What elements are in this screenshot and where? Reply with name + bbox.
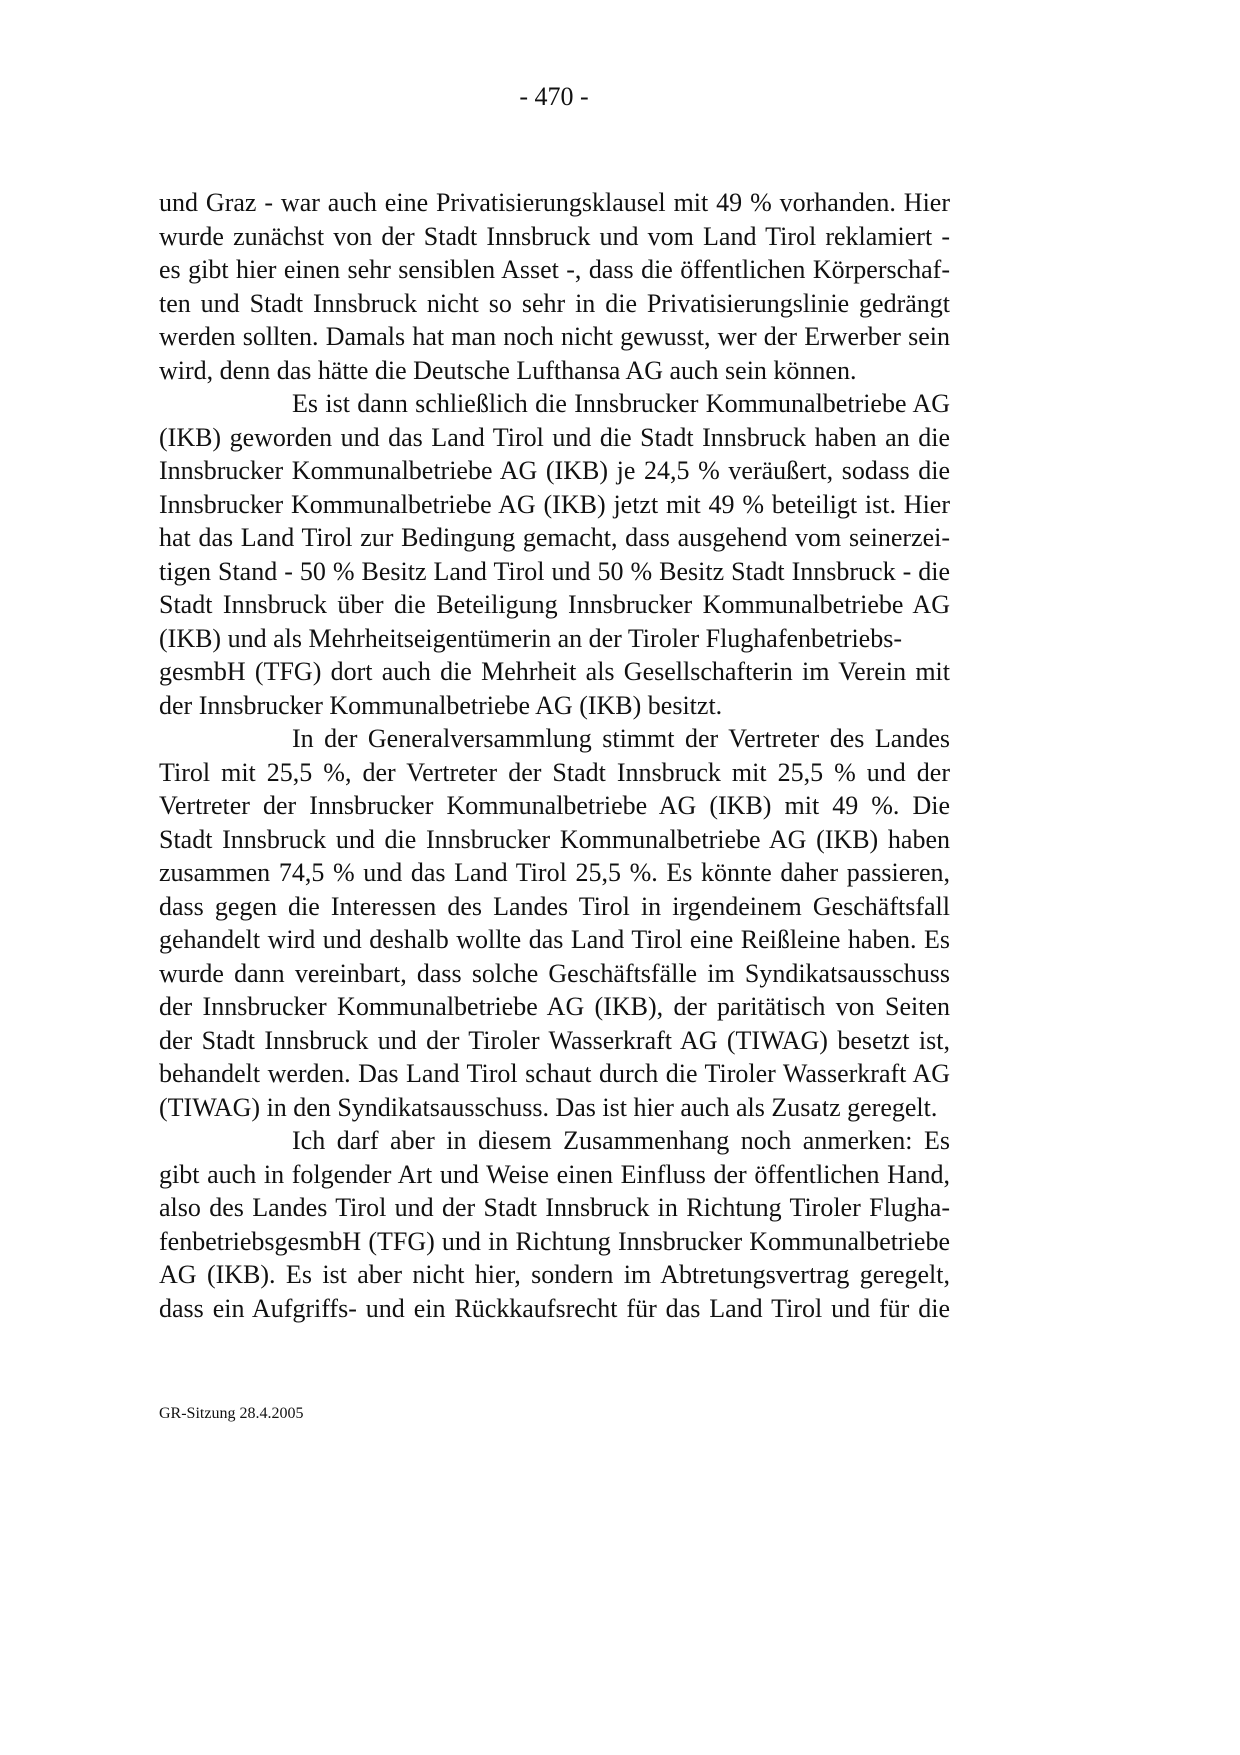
- text-line: es gibt hier einen sehr sensiblen Asset -, dass die öffentlichen Körperschaf-: [159, 255, 950, 284]
- text-line: der Innsbrucker Kommunalbetriebe AG (IKB) besitzt.: [159, 690, 723, 720]
- text-line: fenbetriebsgesmbH (TFG) und in Richtung Innsbrucker Kommunalbetriebe: [159, 1226, 950, 1256]
- text-line: wurde dann vereinbart, dass solche Geschäftsfälle im Syndikatsausschuss: [159, 958, 950, 988]
- text-line: (IKB) und als Mehrheitseigentümerin an der Tiroler Flughafenbetriebs-: [159, 623, 902, 653]
- text-line: Innsbrucker Kommunalbetriebe AG (IKB) je 24,5 % veräußert, sodass die: [159, 456, 950, 485]
- text-line: also des Landes Tirol und der Stadt Innsbruck in Richtung Tiroler Flugha-: [159, 1193, 950, 1222]
- text-line: gibt auch in folgender Art und Weise einen Einfluss der öffentlichen Hand,: [159, 1159, 950, 1189]
- text-line: zusammen 74,5 % und das Land Tirol 25,5 %. Es könnte daher passieren,: [159, 858, 950, 887]
- text-line: werden sollten. Damals hat man noch nicht gewusst, wer der Erwerber sein: [159, 322, 950, 351]
- text-line: Es ist dann schließlich die Innsbrucker Kommunalbetriebe AG: [292, 389, 950, 418]
- text-line: Innsbrucker Kommunalbetriebe AG (IKB) jetzt mit 49 % beteiligt ist. Hier: [159, 489, 950, 519]
- text-line: wurde zunächst von der Stadt Innsbruck und vom Land Tirol reklamiert -: [159, 221, 950, 251]
- text-line: der Stadt Innsbruck und der Tiroler Wasserkraft AG (TIWAG) besetzt ist,: [159, 1025, 950, 1055]
- text-line: AG (IKB). Es ist aber nicht hier, sondern im Abtretungsvertrag geregelt,: [159, 1260, 950, 1289]
- paragraph: [159, 722, 950, 1124]
- text-line: Stadt Innsbruck und die Innsbrucker Kommunalbetriebe AG (IKB) haben: [159, 824, 950, 854]
- text-line: Vertreter der Innsbrucker Kommunalbetriebe AG (IKB) mit 49 %. Die: [159, 791, 950, 820]
- paragraph: [159, 1124, 950, 1325]
- text-line: gesmbH (TFG) dort auch die Mehrheit als Gesellschafterin im Verein mit: [159, 657, 950, 686]
- text-line: dass ein Aufgriffs- und ein Rückkaufsrecht für das Land Tirol und für die: [159, 1293, 950, 1323]
- text-line: Tirol mit 25,5 %, der Vertreter der Stadt Innsbruck mit 25,5 % und der: [159, 757, 950, 787]
- text-line: wird, denn das hätte die Deutsche Lufthansa AG auch sein können.: [159, 355, 857, 385]
- text-line: tigen Stand - 50 % Besitz Land Tirol und 50 % Besitz Stadt Innsbruck - die: [159, 556, 950, 586]
- paragraph: [159, 186, 950, 387]
- text-line: (IKB) geworden und das Land Tirol und die Stadt Innsbruck haben an die: [159, 422, 950, 452]
- body-text: [159, 186, 950, 1325]
- footer-session-label: GR-Sitzung 28.4.2005: [159, 1405, 304, 1422]
- paragraph: [159, 387, 950, 722]
- text-line: und Graz - war auch eine Privatisierungsklausel mit 49 % vorhanden. Hier: [159, 188, 950, 217]
- text-line: (TIWAG) in den Syndikatsausschuss. Das ist hier auch als Zusatz geregelt.: [159, 1092, 938, 1122]
- text-line: In der Generalversammlung stimmt der Vertreter des Landes: [292, 724, 950, 753]
- text-line: Ich darf aber in diesem Zusammenhang noch anmerken: Es: [292, 1126, 950, 1155]
- text-line: gehandelt wird und deshalb wollte das Land Tirol eine Reißleine haben. Es: [159, 925, 950, 954]
- text-line: der Innsbrucker Kommunalbetriebe AG (IKB), der paritätisch von Seiten: [159, 992, 950, 1021]
- text-line: behandelt werden. Das Land Tirol schaut durch die Tiroler Wasserkraft AG: [159, 1059, 950, 1088]
- text-line: ten und Stadt Innsbruck nicht so sehr in die Privatisierungslinie gedrängt: [159, 288, 950, 318]
- page-number: - 470 -: [519, 82, 589, 111]
- text-line: hat das Land Tirol zur Bedingung gemacht, dass ausgehend vom seinerzei-: [159, 523, 950, 552]
- text-line: Stadt Innsbruck über die Beteiligung Innsbrucker Kommunalbetriebe AG: [159, 590, 950, 619]
- text-line: dass gegen die Interessen des Landes Tirol in irgendeinem Geschäftsfall: [159, 891, 950, 921]
